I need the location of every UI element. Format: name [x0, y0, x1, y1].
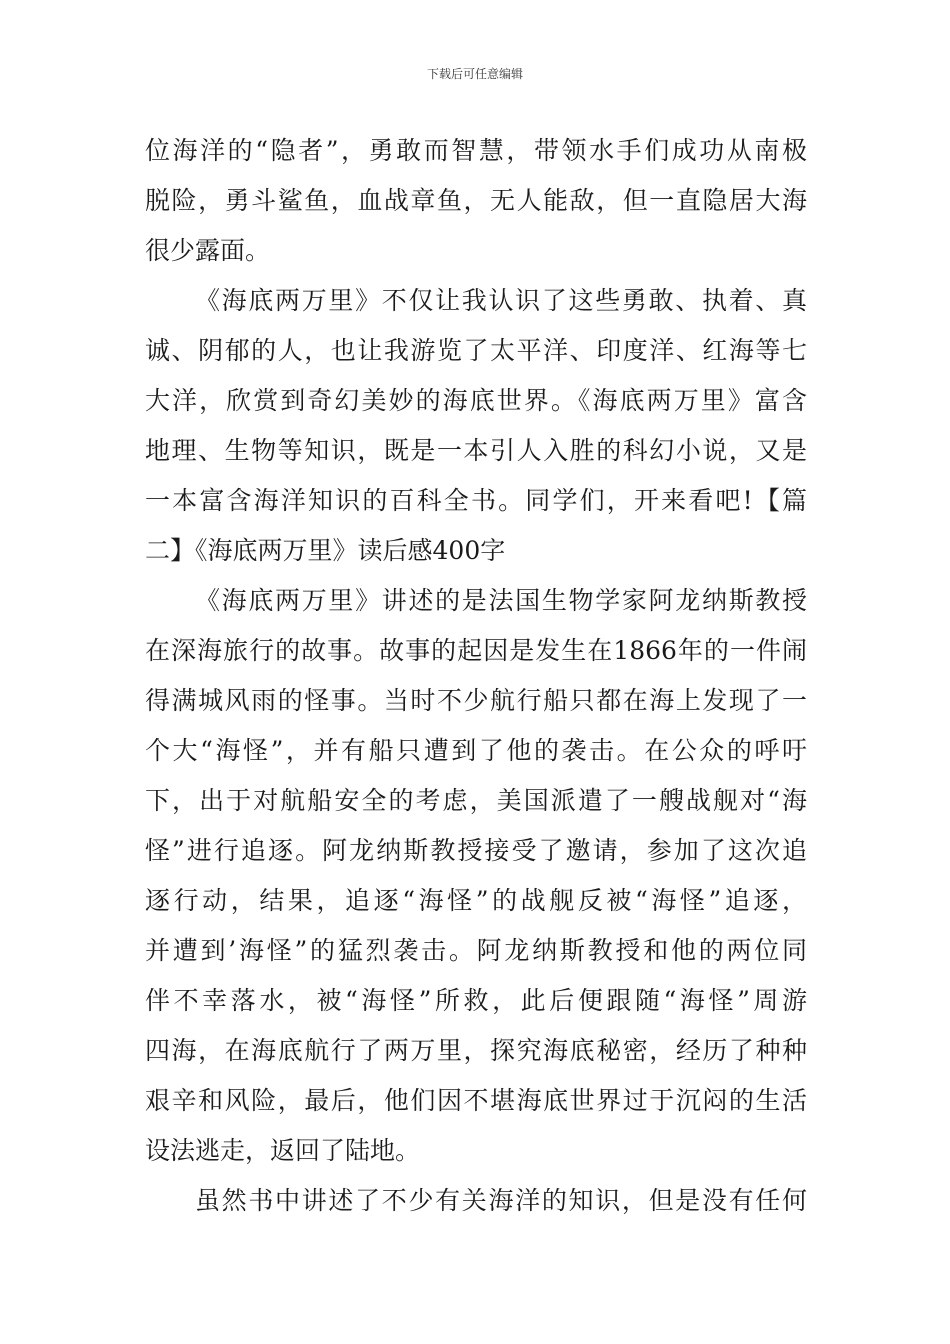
- text-line: 个大“海怪”，并有船只遭到了他的袭击。在公众的呼吁: [145, 736, 807, 765]
- text-line: 逐行动，结果，追逐“海怪”的战舰反被“海怪”追逐，: [145, 886, 807, 915]
- text-line: 诚、阴郁的人，也让我游览了太平洋、印度洋、红海等七: [145, 336, 807, 365]
- text-line: 在深海旅行的故事。故事的起因是发生在1866年的一件闹: [145, 636, 807, 665]
- text-line: 伴不幸落水，被“海怪”所救，此后便跟随“海怪”周游: [145, 986, 807, 1015]
- text-line: 怪”进行追逐。阿龙纳斯教授接受了邀请，参加了这次追: [145, 836, 807, 865]
- page-header: 下载后可任意编辑: [426, 67, 523, 81]
- text-line: 脱险，勇斗鲨鱼，血战章鱼，无人能敌，但一直隐居大海: [145, 186, 807, 215]
- text-line: 很少露面。: [145, 236, 271, 265]
- text-line: 得满城风雨的怪事。当时不少航行船只都在海上发现了一: [145, 686, 807, 715]
- text-line: 《海底两万里》不仅让我认识了这些勇敢、执着、真: [195, 286, 807, 315]
- text-line: 设法逃走，返回了陆地。: [145, 1136, 421, 1165]
- text-line: 位海洋的“隐者”，勇敢而智慧，带领水手们成功从南极: [145, 136, 807, 165]
- text-line: 《海底两万里》讲述的是法国生物学家阿龙纳斯教授: [195, 586, 807, 615]
- document-body: [145, 126, 807, 1226]
- text-line: 大洋，欣赏到奇幻美妙的海底世界。《海底两万里》富含: [145, 386, 807, 415]
- text-line: 一本富含海洋知识的百科全书。同学们，开来看吧!【篇: [145, 486, 807, 515]
- text-line: 艰辛和风险，最后，他们因不堪海底世界过于沉闷的生活: [145, 1086, 807, 1115]
- text-line: 四海，在海底航行了两万里，探究海底秘密，经历了种种: [145, 1036, 807, 1065]
- text-line: 地理、生物等知识，既是一本引人入胜的科幻小说，又是: [145, 436, 807, 465]
- text-line: 下，出于对航船安全的考虑，美国派遣了一艘战舰对“海: [145, 786, 807, 815]
- text-line: 并遭到’海怪”的猛烈袭击。阿龙纳斯教授和他的两位同: [145, 936, 807, 965]
- text-line: 二】《海底两万里》读后感400字: [145, 536, 506, 565]
- text-line: 虽然书中讲述了不少有关海洋的知识，但是没有任何: [195, 1186, 807, 1215]
